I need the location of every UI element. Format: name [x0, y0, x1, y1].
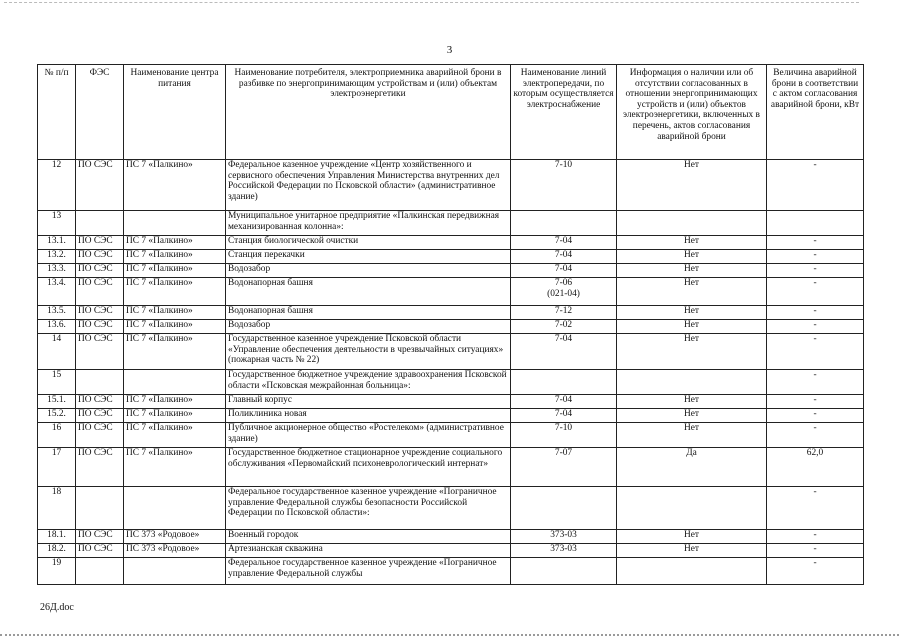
row-fes-cell: ПО СЭС [76, 530, 124, 544]
row-number-cell: 16 [38, 423, 76, 448]
table-header-row [38, 65, 864, 160]
row-agreement-cell: Нет [617, 544, 767, 558]
table-row [38, 409, 864, 423]
row-fes-cell: ПО СЭС [76, 320, 124, 334]
row-line-cell: 373-03 [511, 530, 617, 544]
row-line-cell: 373-03 [511, 544, 617, 558]
row-reserve-kw-cell: - [767, 395, 864, 409]
table-row [38, 160, 864, 211]
row-power-center-cell [124, 558, 226, 585]
table-body [38, 160, 864, 585]
row-number-cell: 13.1. [38, 236, 76, 250]
table-row [38, 306, 864, 320]
row-fes-cell: ПО СЭС [76, 409, 124, 423]
row-line-cell: 7-04 [511, 236, 617, 250]
row-reserve-kw-cell: - [767, 160, 864, 211]
table-row [38, 395, 864, 409]
header-agreement-info: Информация о наличии или об отсутствии согласованных в отношении энергопринимающих устройств и (или) объектов электроэнергетики, включенных в перечень, актов согласования аварийной брони [617, 65, 767, 160]
row-line-cell [511, 487, 617, 530]
emergency-reserve-table [37, 64, 864, 585]
row-power-center-cell: ПС 373 «Родовое» [124, 530, 226, 544]
row-consumer-cell: Муниципальное унитарное предприятие «Палкинская передвижная механизированная колонна»: [226, 211, 511, 236]
row-number-cell: 15 [38, 370, 76, 395]
row-fes-cell: ПО СЭС [76, 264, 124, 278]
row-reserve-kw-cell: - [767, 236, 864, 250]
row-consumer-cell: Водонапорная башня [226, 306, 511, 320]
row-power-center-cell: ПС 373 «Родовое» [124, 544, 226, 558]
row-consumer-cell: Артезианская скважина [226, 544, 511, 558]
table-row [38, 320, 864, 334]
row-consumer-cell: Военный городок [226, 530, 511, 544]
row-line-cell: 7-02 [511, 320, 617, 334]
row-consumer-cell: Водозабор [226, 320, 511, 334]
row-line-cell: 7-06 (021-04) [511, 278, 617, 306]
row-line-cell: 7-12 [511, 306, 617, 320]
row-power-center-cell: ПС 7 «Палкино» [124, 448, 226, 487]
table-row [38, 544, 864, 558]
row-agreement-cell: Нет [617, 278, 767, 306]
row-power-center-cell: ПС 7 «Палкино» [124, 395, 226, 409]
row-number-cell: 15.1. [38, 395, 76, 409]
row-number-cell: 19 [38, 558, 76, 585]
row-power-center-cell: ПС 7 «Палкино» [124, 236, 226, 250]
row-fes-cell: ПО СЭС [76, 160, 124, 211]
row-agreement-cell: Нет [617, 306, 767, 320]
row-number-cell: 18 [38, 487, 76, 530]
row-agreement-cell [617, 211, 767, 236]
row-number-cell: 13.5. [38, 306, 76, 320]
row-agreement-cell: Нет [617, 320, 767, 334]
row-agreement-cell: Нет [617, 264, 767, 278]
table-row [38, 448, 864, 487]
row-agreement-cell [617, 370, 767, 395]
row-power-center-cell [124, 487, 226, 530]
row-agreement-cell: Нет [617, 409, 767, 423]
row-consumer-cell: Государственное казенное учреждение Псковской области «Управление обеспечения деятельности в чрезвычайных ситуациях» (пожарная часть № 22) [226, 334, 511, 370]
header-fes: ФЭС [76, 65, 124, 160]
row-reserve-kw-cell: 62,0 [767, 448, 864, 487]
row-number-cell: 13.3. [38, 264, 76, 278]
row-power-center-cell: ПС 7 «Палкино» [124, 278, 226, 306]
row-agreement-cell: Нет [617, 160, 767, 211]
table-row [38, 264, 864, 278]
row-power-center-cell [124, 211, 226, 236]
row-number-cell: 17 [38, 448, 76, 487]
row-power-center-cell: ПС 7 «Палкино» [124, 409, 226, 423]
row-line-cell: 7-10 [511, 423, 617, 448]
row-consumer-cell: Государственное бюджетное учреждение здравоохранения Псковской области «Псковская межрайонная больница»: [226, 370, 511, 395]
row-number-cell: 12 [38, 160, 76, 211]
table-row [38, 423, 864, 448]
row-power-center-cell: ПС 7 «Палкино» [124, 423, 226, 448]
row-agreement-cell: Нет [617, 395, 767, 409]
table-row [38, 558, 864, 585]
row-line-cell: 7-07 [511, 448, 617, 487]
row-agreement-cell: Нет [617, 423, 767, 448]
row-power-center-cell: ПС 7 «Палкино» [124, 160, 226, 211]
table-row [38, 236, 864, 250]
row-fes-cell [76, 558, 124, 585]
row-line-cell: 7-04 [511, 250, 617, 264]
header-lines: Наименование линий электропередачи, по которым осуществляется электроснабжение [511, 65, 617, 160]
row-line-cell: 7-10 [511, 160, 617, 211]
header-number: № п/п [38, 65, 76, 160]
row-fes-cell: ПО СЭС [76, 236, 124, 250]
row-reserve-kw-cell: - [767, 558, 864, 585]
row-line-cell: 7-04 [511, 395, 617, 409]
row-reserve-kw-cell: - [767, 544, 864, 558]
table-row [38, 487, 864, 530]
row-fes-cell: ПО СЭС [76, 544, 124, 558]
row-number-cell: 15.2. [38, 409, 76, 423]
row-reserve-kw-cell: - [767, 306, 864, 320]
row-fes-cell: ПО СЭС [76, 306, 124, 320]
row-agreement-cell [617, 558, 767, 585]
row-consumer-cell: Станция биологической очистки [226, 236, 511, 250]
row-power-center-cell [124, 370, 226, 395]
row-consumer-cell: Публичное акционерное общество «Ростелеком» (административное здание) [226, 423, 511, 448]
row-consumer-cell: Водонапорная башня [226, 278, 511, 306]
row-consumer-cell: Государственное бюджетное стационарное учреждение социального обслуживания «Первомайский психоневрологический интернат» [226, 448, 511, 487]
table-row [38, 370, 864, 395]
row-reserve-kw-cell: - [767, 320, 864, 334]
header-consumer: Наименование потребителя, электроприемника аварийной брони в разбивке по энергопринимающим устройствам и (или) объектам электроэнергетики [226, 65, 511, 160]
row-reserve-kw-cell: - [767, 370, 864, 395]
table-row [38, 530, 864, 544]
row-number-cell: 13.4. [38, 278, 76, 306]
row-power-center-cell: ПС 7 «Палкино» [124, 264, 226, 278]
row-consumer-cell: Поликлиника новая [226, 409, 511, 423]
row-power-center-cell: ПС 7 «Палкино» [124, 250, 226, 264]
row-consumer-cell: Федеральное казенное учреждение «Центр хозяйственного и сервисного обеспечения Управления Министерства внутренних дел Российской Федерации по Псковской области» (административное здание) [226, 160, 511, 211]
row-fes-cell [76, 370, 124, 395]
row-agreement-cell: Нет [617, 236, 767, 250]
row-line-cell: 7-04 [511, 334, 617, 370]
table-row [38, 211, 864, 236]
row-consumer-cell: Главный корпус [226, 395, 511, 409]
row-line-cell [511, 370, 617, 395]
row-line-cell: 7-04 [511, 409, 617, 423]
row-power-center-cell: ПС 7 «Палкино» [124, 320, 226, 334]
row-number-cell: 18.1. [38, 530, 76, 544]
row-agreement-cell: Да [617, 448, 767, 487]
scan-top-edge [4, 2, 859, 3]
row-number-cell: 13.2. [38, 250, 76, 264]
row-fes-cell: ПО СЭС [76, 278, 124, 306]
row-number-cell: 13 [38, 211, 76, 236]
row-reserve-kw-cell: - [767, 250, 864, 264]
row-number-cell: 14 [38, 334, 76, 370]
row-agreement-cell [617, 487, 767, 530]
row-reserve-kw-cell: - [767, 264, 864, 278]
row-reserve-kw-cell: - [767, 409, 864, 423]
table-row [38, 334, 864, 370]
row-consumer-cell: Федеральное государственное казенное учреждение «Пограничное управление Федеральной службы безопасности Российской Федерации по Псковской области»: [226, 487, 511, 530]
row-number-cell: 13.6. [38, 320, 76, 334]
row-consumer-cell: Федеральное государственное казенное учреждение «Пограничное управление Федеральной службы [226, 558, 511, 585]
row-line-cell [511, 558, 617, 585]
row-agreement-cell: Нет [617, 530, 767, 544]
scan-bottom-edge [0, 634, 899, 636]
row-line-cell: 7-04 [511, 264, 617, 278]
row-fes-cell: ПО СЭС [76, 334, 124, 370]
row-fes-cell: ПО СЭС [76, 423, 124, 448]
header-reserve-kw: Величина аварийной брони в соответствии с актом согласования аварийной брони, кВт [767, 65, 864, 160]
row-number-cell: 18.2. [38, 544, 76, 558]
row-fes-cell [76, 487, 124, 530]
row-reserve-kw-cell: - [767, 530, 864, 544]
row-reserve-kw-cell [767, 211, 864, 236]
row-agreement-cell: Нет [617, 250, 767, 264]
row-fes-cell: ПО СЭС [76, 395, 124, 409]
row-fes-cell [76, 211, 124, 236]
row-consumer-cell: Станция перекачки [226, 250, 511, 264]
row-agreement-cell: Нет [617, 334, 767, 370]
row-consumer-cell: Водозабор [226, 264, 511, 278]
page-number: 3 [446, 44, 453, 56]
row-reserve-kw-cell: - [767, 487, 864, 530]
row-reserve-kw-cell: - [767, 423, 864, 448]
row-power-center-cell: ПС 7 «Палкино» [124, 334, 226, 370]
row-power-center-cell: ПС 7 «Палкино» [124, 306, 226, 320]
header-power-center: Наименование центра питания [124, 65, 226, 160]
row-line-cell [511, 211, 617, 236]
row-fes-cell: ПО СЭС [76, 448, 124, 487]
row-fes-cell: ПО СЭС [76, 250, 124, 264]
table-row [38, 278, 864, 306]
row-reserve-kw-cell: - [767, 278, 864, 306]
table-row [38, 250, 864, 264]
row-reserve-kw-cell: - [767, 334, 864, 370]
footer-filename: 26Д.doc [40, 602, 74, 613]
